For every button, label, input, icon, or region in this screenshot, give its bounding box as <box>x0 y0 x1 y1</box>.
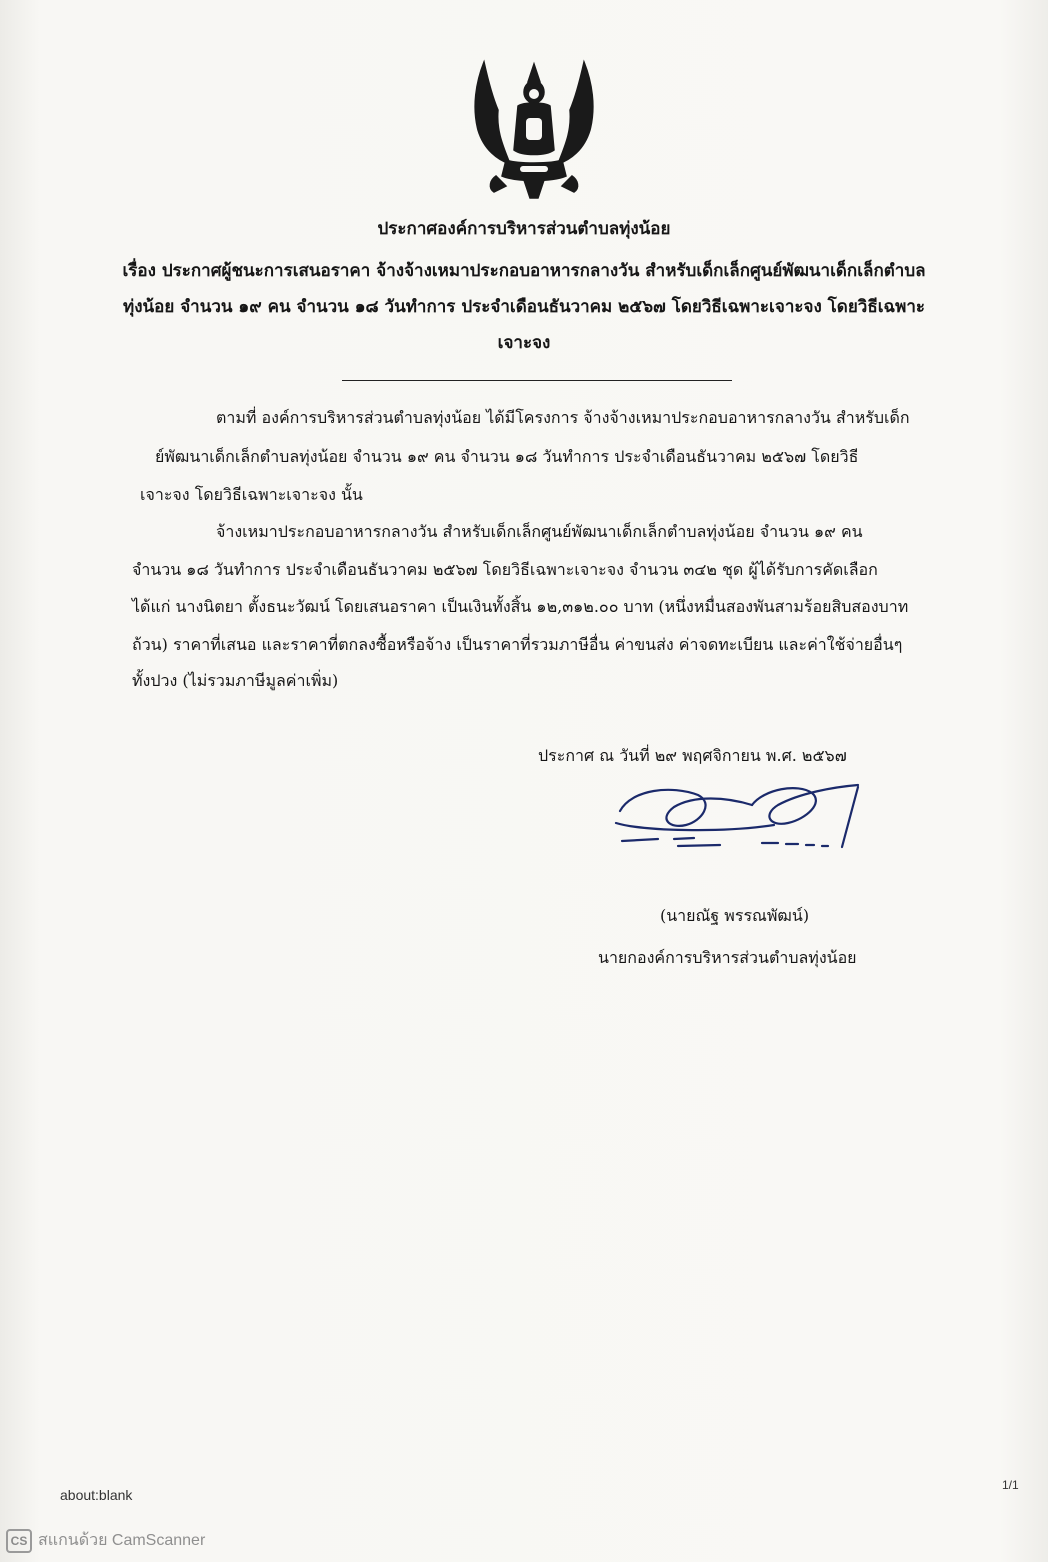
body-paragraph-2-line-4: ถ้วน) ราคาที่เสนอ และราคาที่ตกลงซื้อหรือจ้าง เป็นราคาที่รวมภาษีอื่น ค่าขนส่ง ค่าจดทะเบียน และค่าใช้จ่ายอื่นๆ <box>132 635 903 654</box>
announcement-subject-line-2: ทุ่งน้อย จำนวน ๑๙ คน จำนวน ๑๘ วันทำการ ประจำเดือนธันวาคม ๒๕๖๗ โดยวิธีเฉพาะเจาะจง โดยวิธีเฉพาะ <box>122 297 926 317</box>
body-paragraph-1-line-1: ตามที่ องค์การบริหารส่วนตำบลทุ่งน้อย ได้มีโครงการ จ้างจ้างเหมาประกอบอาหารกลางวัน สำหรับเด็ก <box>216 408 910 427</box>
announcement-subject-line-1: เรื่อง ประกาศผู้ชนะการเสนอราคา จ้างจ้างเหมาประกอบอาหารกลางวัน สำหรับเด็กเล็กศูนย์พัฒนาเด็กเล็กตำบล <box>122 261 926 281</box>
announcement-subject-line-3: เจาะจง <box>497 333 551 353</box>
body-paragraph-2-line-3: ได้แก่ นางนิตยา ตั้งธนะวัฒน์ โดยเสนอราคา เป็นเงินทั้งสิ้น ๑๒,๓๑๒.๐๐ บาท (หนึ่งหมื่นสองพันสามร้อยสิบสองบาท <box>132 597 909 616</box>
body-paragraph-1-line-3: เจาะจง โดยวิธีเฉพาะเจาะจง นั้น <box>140 485 363 504</box>
camscanner-logo-icon: CS <box>6 1529 32 1553</box>
signer-name: (นายณัฐ พรรณพัฒน์) <box>660 906 810 925</box>
separator-rule <box>342 380 732 381</box>
print-footer-url: about:blank <box>60 1487 133 1503</box>
camscanner-label: สแกนด้วย CamScanner <box>38 1532 206 1549</box>
print-footer-page-count: 1/1 <box>1002 1478 1019 1492</box>
body-paragraph-2-line-1: จ้างเหมาประกอบอาหารกลางวัน สำหรับเด็กเล็กศูนย์พัฒนาเด็กเล็กตำบลทุ่งน้อย จำนวน ๑๙ คน <box>216 522 863 541</box>
announcement-title: ประกาศองค์การบริหารส่วนตำบลทุ่งน้อย <box>377 219 671 239</box>
body-paragraph-2-line-5: ทั้งปวง (ไม่รวมภาษีมูลค่าเพิ่ม) <box>132 671 339 690</box>
signer-title: นายกองค์การบริหารส่วนตำบลทุ่งน้อย <box>598 948 857 967</box>
body-paragraph-1-line-2: ย์พัฒนาเด็กเล็กตำบลทุ่งน้อย จำนวน ๑๙ คน จำนวน ๑๘ วันทำการ ประจำเดือนธันวาคม ๒๕๖๗ โดยวิธี <box>155 447 859 466</box>
body-paragraph-2-line-2: จำนวน ๑๘ วันทำการ ประจำเดือนธันวาคม ๒๕๖๗ โดยวิธีเฉพาะเจาะจง จำนวน ๓๔๒ ชุด ผู้ได้รับการคัดเลือก <box>132 560 878 579</box>
garuda-emblem-icon <box>466 52 602 202</box>
announcement-date: ประกาศ ณ วันที่ ๒๙ พฤศจิกายน พ.ศ. ๒๕๖๗ <box>538 746 847 765</box>
camscanner-watermark <box>6 1528 205 1553</box>
handwritten-signature <box>602 775 874 865</box>
